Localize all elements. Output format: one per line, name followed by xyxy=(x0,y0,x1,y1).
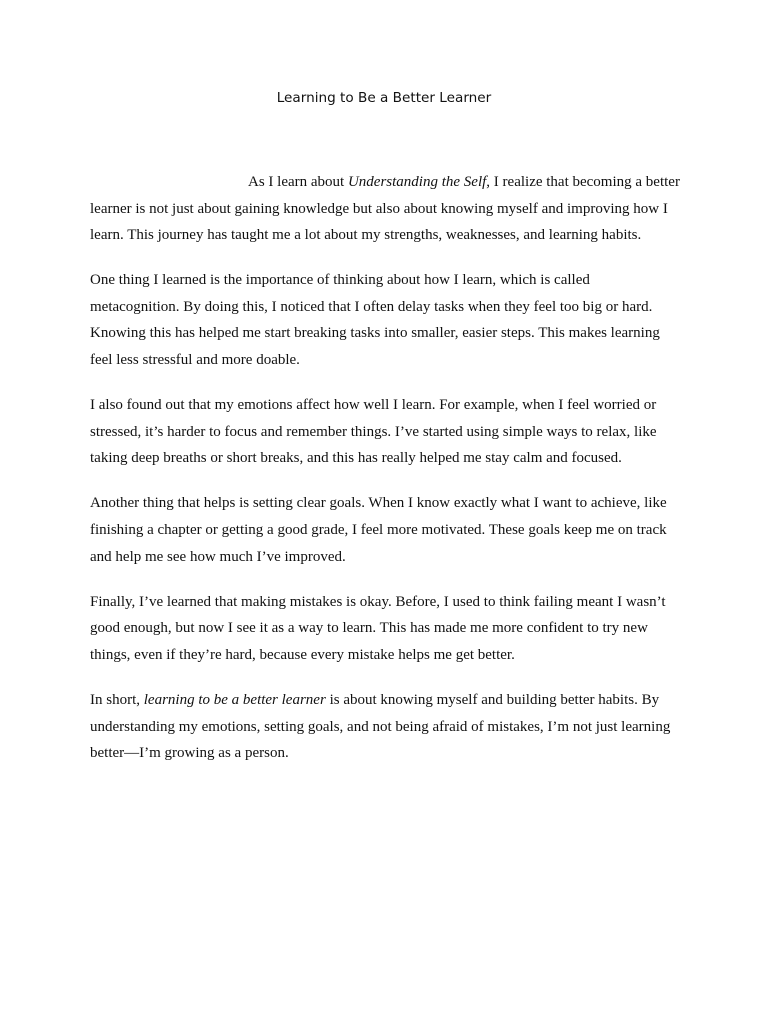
paragraph-6-rest: is about knowing myself and building better habits. By understanding my emotions, setting goals, and not being afraid of mistakes, I’m not just learning better—I’m growing as a person. xyxy=(90,692,671,762)
paragraph-1 xyxy=(90,169,680,249)
paragraph-3: I also found out that my emotions affect how well I learn. For example, when I feel worried or stressed, it’s harder to focus and remember things. I’ve started using simple ways to relax, like taking deep breaths or short breaks, and this has really helped me stay calm and focused. xyxy=(90,397,657,467)
document-body xyxy=(90,169,680,785)
paragraph-2: One thing I learned is the importance of thinking about how I learn, which is called metacognition. By doing this, I noticed that I often delay tasks when they feel too big or hard. Knowing this has helped me start breaking tasks into smaller, easier steps. This makes learning feel less stressful and more doable. xyxy=(90,272,660,369)
paragraph-5: Finally, I’ve learned that making mistakes is okay. Before, I used to think failing meant I wasn’t good enough, but now I see it as a way to learn. This has made me more confident to try new things, even if they’re hard, because every mistake helps me get better. xyxy=(90,593,666,663)
paragraph-6-emphasis: learning to be a better learner xyxy=(143,692,326,708)
paragraph-6-lead: In short, xyxy=(90,692,144,708)
paragraph-1-lead: As I learn about xyxy=(248,174,348,190)
paragraph-1-rest: , I realize that becoming a better learner is not just about gaining knowledge but also about knowing myself and improving how I learn. This journey has taught me a lot about my strengths, weaknesses, and learning habits. xyxy=(90,174,680,244)
paragraph-1-emphasis: Understanding the Self xyxy=(347,174,487,190)
paragraph-6 xyxy=(90,687,680,767)
paragraph-4: Another thing that helps is setting clear goals. When I know exactly what I want to achieve, like finishing a chapter or getting a good grade, I feel more motivated. These goals keep me on track and help me see how much I’ve improved. xyxy=(90,495,667,565)
document-title: Learning to Be a Better Learner xyxy=(276,90,492,106)
